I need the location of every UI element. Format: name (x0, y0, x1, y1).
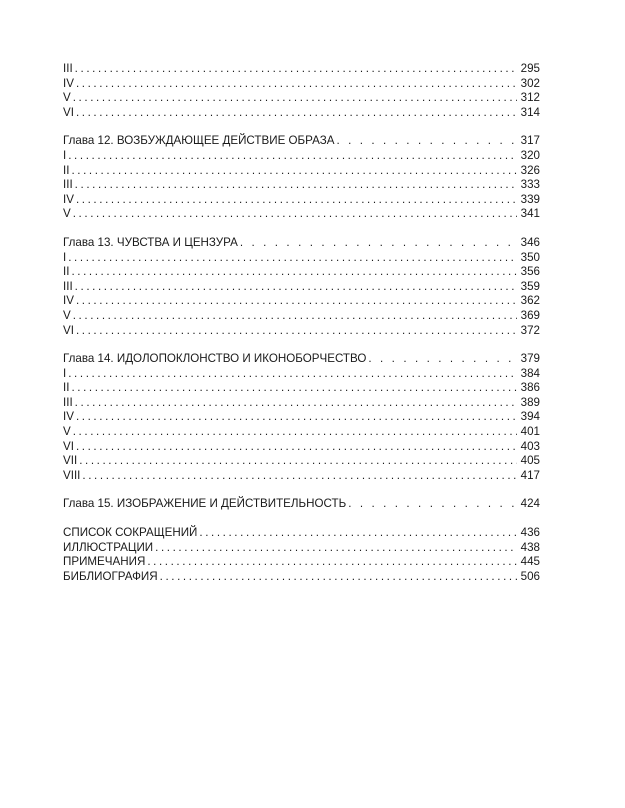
toc-leader-dots (76, 294, 517, 309)
toc-entry (63, 149, 540, 164)
toc-leader-dots (348, 497, 516, 512)
toc-entry (63, 469, 540, 484)
toc-leader-dots (75, 280, 517, 295)
toc-entry-label: III (63, 279, 73, 293)
toc-entry-label: II (63, 265, 70, 279)
toc-leader-dots (199, 526, 516, 541)
toc-entry-label: ПРИМЕЧАНИЯ (63, 555, 146, 569)
chapter-heading-label: Глава 15. ИЗОБРАЖЕНИЕ И ДЕЙСТВИТЕЛЬНОСТЬ (63, 497, 347, 511)
toc-entry-page: 320 (520, 148, 540, 162)
toc-leader-dots (76, 440, 517, 455)
toc-entry-page: 389 (520, 395, 540, 409)
toc-leader-dots (68, 367, 516, 382)
toc-entry-label: БИБЛИОГРАФИЯ (63, 569, 158, 583)
toc-entry-page: 333 (520, 178, 540, 192)
toc-group-continuation (63, 62, 540, 120)
toc-entry-page: 386 (520, 381, 540, 395)
toc-entry-page: 302 (520, 76, 540, 90)
toc-leader-dots (147, 555, 516, 570)
toc-entry (63, 164, 540, 179)
toc-entry-label: II (63, 163, 70, 177)
toc-entry-page: 326 (520, 163, 540, 177)
table-of-contents (63, 62, 540, 598)
toc-leader-dots (75, 62, 517, 77)
toc-group-chapter-12 (63, 134, 540, 222)
toc-entry-page: 312 (520, 91, 540, 105)
toc-entry (63, 410, 540, 425)
toc-group-chapter-14 (63, 352, 540, 483)
toc-entry (63, 265, 540, 280)
chapter-heading-page: 317 (520, 134, 540, 148)
toc-entry (63, 193, 540, 208)
toc-leader-dots (160, 570, 517, 585)
toc-entry-label: III (63, 395, 73, 409)
toc-leader-dots (75, 396, 517, 411)
toc-entry-label: III (63, 62, 73, 75)
toc-entry (63, 324, 540, 339)
toc-entry-label: V (63, 308, 71, 322)
toc-entry (63, 526, 540, 541)
chapter-heading-page: 424 (520, 497, 540, 511)
toc-entry-label: VI (63, 323, 74, 337)
toc-entry (63, 309, 540, 324)
toc-leader-dots (73, 207, 517, 222)
toc-entry-page: 362 (520, 294, 540, 308)
toc-entry (63, 106, 540, 121)
toc-entry (63, 454, 540, 469)
toc-group-chapter-15 (63, 497, 540, 512)
toc-entry (63, 178, 540, 193)
toc-entry (63, 91, 540, 106)
toc-entry-label: III (63, 178, 73, 192)
toc-entry (63, 62, 540, 77)
toc-entry (63, 251, 540, 266)
toc-entry (63, 555, 540, 570)
toc-entry-page: 436 (520, 526, 540, 540)
chapter-heading-label: Глава 14. ИДОЛОПОКЛОНСТВО И ИКОНОБОРЧЕСТВО (63, 352, 367, 366)
toc-entry-label: V (63, 91, 71, 105)
toc-entry-page: 401 (520, 425, 540, 439)
toc-entry-label: VII (63, 454, 78, 468)
toc-entry (63, 440, 540, 455)
toc-leader-dots (336, 134, 516, 149)
toc-leader-dots (75, 178, 517, 193)
toc-leader-dots (368, 352, 516, 367)
toc-entry (63, 570, 540, 585)
toc-leader-dots (73, 309, 517, 324)
toc-entry-page: 359 (520, 279, 540, 293)
toc-entry-label: IV (63, 192, 74, 206)
toc-leader-dots (76, 410, 517, 425)
toc-entry (63, 294, 540, 309)
toc-entry (63, 425, 540, 440)
chapter-heading (63, 352, 540, 367)
toc-leader-dots (76, 193, 517, 208)
toc-entry-label: IV (63, 410, 74, 424)
toc-entry-label: II (63, 381, 70, 395)
toc-entry (63, 77, 540, 92)
toc-entry-label: VIII (63, 468, 81, 482)
toc-entry-label: СПИСОК СОКРАЩЕНИЙ (63, 526, 198, 540)
toc-leader-dots (155, 541, 517, 556)
toc-entry (63, 207, 540, 222)
toc-leader-dots (76, 106, 517, 121)
toc-entry-label: I (63, 148, 67, 162)
toc-entry (63, 367, 540, 382)
toc-entry-label: I (63, 366, 67, 380)
toc-entry-label: I (63, 250, 67, 264)
toc-entry (63, 280, 540, 295)
toc-entry-page: 372 (520, 323, 540, 337)
toc-entry-page: 369 (520, 308, 540, 322)
toc-entry-page: 445 (520, 555, 540, 569)
toc-entry (63, 541, 540, 556)
toc-entry-page: 314 (520, 105, 540, 119)
toc-entry-label: V (63, 425, 71, 439)
toc-leader-dots (240, 236, 517, 251)
toc-leader-dots (71, 164, 516, 179)
toc-leader-dots (82, 469, 516, 484)
toc-leader-dots (71, 265, 516, 280)
toc-entry-page: 438 (520, 540, 540, 554)
chapter-heading-label: Глава 12. ВОЗБУЖДАЮЩЕЕ ДЕЙСТВИЕ ОБРАЗА (63, 134, 335, 148)
toc-entry-label: IV (63, 294, 74, 308)
toc-entry-page: 350 (520, 250, 540, 264)
toc-entry (63, 396, 540, 411)
toc-group-back-matter (63, 526, 540, 584)
toc-entry-page: 403 (520, 439, 540, 453)
toc-entry-page: 394 (520, 410, 540, 424)
toc-leader-dots (79, 454, 516, 469)
toc-entry-page: 341 (520, 207, 540, 221)
toc-entry-page: 356 (520, 265, 540, 279)
toc-entry-label: VI (63, 105, 74, 119)
toc-entry-label: ИЛЛЮСТРАЦИИ (63, 540, 154, 554)
chapter-heading-page: 346 (520, 235, 540, 249)
toc-entry-page: 506 (520, 569, 540, 583)
toc-leader-dots (73, 425, 517, 440)
chapter-heading (63, 134, 540, 149)
toc-entry-page: 384 (520, 366, 540, 380)
toc-leader-dots (76, 77, 517, 92)
chapter-heading-label: Глава 13. ЧУВСТВА И ЦЕНЗУРА (63, 235, 238, 249)
toc-group-chapter-13 (63, 236, 540, 338)
toc-entry-page: 295 (520, 62, 540, 75)
toc-leader-dots (68, 149, 516, 164)
toc-entry-page: 417 (520, 468, 540, 482)
toc-entry-page: 339 (520, 192, 540, 206)
chapter-heading (63, 236, 540, 251)
chapter-heading-page: 379 (520, 352, 540, 366)
toc-leader-dots (76, 324, 517, 339)
toc-entry-page: 405 (520, 454, 540, 468)
toc-leader-dots (68, 251, 516, 266)
toc-leader-dots (73, 91, 517, 106)
toc-entry-label: V (63, 207, 71, 221)
chapter-heading (63, 497, 540, 512)
toc-leader-dots (71, 381, 516, 396)
toc-entry-label: VI (63, 439, 74, 453)
toc-entry (63, 381, 540, 396)
toc-entry-label: IV (63, 76, 74, 90)
